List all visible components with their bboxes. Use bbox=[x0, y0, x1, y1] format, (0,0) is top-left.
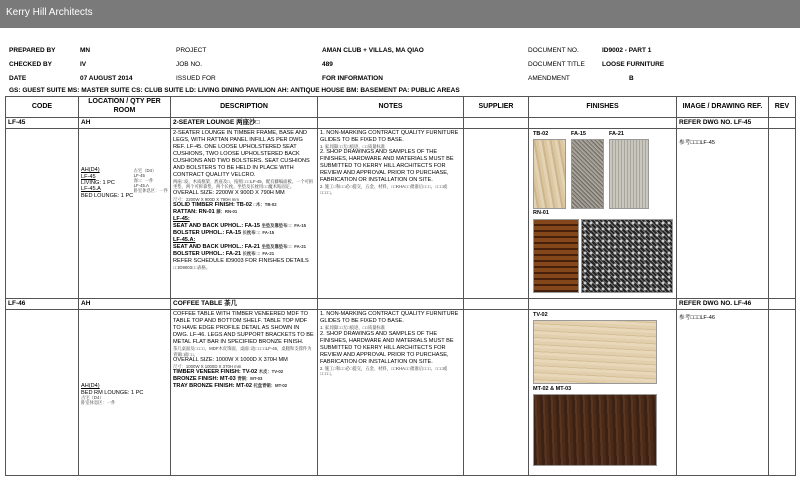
location-cn: 客□：一件 bbox=[133, 178, 154, 183]
finish-label: FA-21 bbox=[609, 131, 624, 138]
drawing-ref-cn: 参考□□□LF-45 bbox=[679, 140, 715, 147]
finish-swatch-tb-02 bbox=[533, 139, 566, 209]
description-text: COFFEE TABLE WITH TIMBER VENEERED MDF TO TABLE TOP AND BOTTOM SHELF. TABLE TOP MDF TO HAVE EDGE PROFILE DETAIL AS SHOWN IN DWG. LF-46. LEGS AND SUPPORT BRACKETS TO BE METAL FLAT BAR IN SPECIFIED BRONZE FINISH. bbox=[173, 311, 314, 346]
finishes-cell bbox=[529, 118, 677, 129]
location-cn: 古宅（D4） bbox=[81, 395, 104, 401]
drawing-ref: REFER DWG NO. LF-45 bbox=[677, 118, 769, 129]
supplier-cell bbox=[464, 118, 529, 129]
finishes-cell bbox=[529, 310, 677, 476]
prepared-by-label: PREPARED BY bbox=[9, 47, 56, 54]
location-line: LIVING: 1 PC bbox=[81, 179, 115, 186]
location-cn: LF-45.A bbox=[133, 182, 149, 188]
description-cn: 两座□发，木质框架、底座及□，按照□□□LF-45，配有藤编面板。一个可拆坐垫、两个可拆靠垫、两个长枕。坐垫及长枕用□□魔术贴固定。 bbox=[173, 179, 314, 190]
overall-size: OVERALL SIZE: 2200W X 900D X 790H MM bbox=[173, 189, 285, 196]
prepared-by-value: MN bbox=[80, 47, 91, 54]
location-cell bbox=[79, 129, 171, 299]
table-row bbox=[6, 310, 796, 476]
description-head: COFFEE TABLE 茶几 bbox=[171, 299, 318, 310]
note-2: 2. SHOP DRAWINGS AND SAMPLES OF THE FINISHES, HARDWARE AND MATERIALS MUST BE SUBMITTED TO KERRY HILL ARCHITECTS FOR REVIEW AND APPROVAL PRIOR TO PURCHASE, FABRICATION OR INSTALLATION ON SITE. bbox=[320, 149, 454, 184]
document-title-label: DOCUMENT TITLE bbox=[528, 61, 585, 68]
table-row bbox=[6, 118, 796, 129]
spec-line: BOLSTER UPHOL.: FA-21 bbox=[173, 250, 242, 257]
description-cell bbox=[171, 129, 318, 299]
title-bar bbox=[0, 0, 800, 28]
spec-cn: 坐垫及靠垫布□：FA-15 bbox=[261, 223, 306, 229]
spec-cn: 青铜：MT-03 bbox=[237, 376, 263, 382]
overall-size-cn: 尺寸：1000W X 1000D X 370H mm bbox=[173, 363, 242, 369]
supplier-cell bbox=[464, 310, 529, 476]
spec-line: SEAT AND BACK UPHOL.: FA-21 bbox=[173, 243, 261, 250]
spec-line: SEAT AND BACK UPHOL.: FA-15 bbox=[173, 223, 261, 230]
rev-cell bbox=[769, 299, 796, 310]
job-no-value: 489 bbox=[322, 61, 333, 68]
col-header-location: LOCATION / QTY PER ROOM bbox=[79, 97, 171, 118]
checked-by-label: CHECKED BY bbox=[9, 61, 52, 68]
spec-cn: 长枕布□：FA-21 bbox=[242, 250, 275, 256]
finish-swatch-fa-15 bbox=[571, 139, 604, 209]
finish-label: TV-02 bbox=[533, 312, 548, 319]
note-1-cn: 1. 家具脚□□无□痕迹，□□质量标准 bbox=[320, 144, 386, 150]
location-cell bbox=[79, 310, 171, 476]
location-line: LF-45 bbox=[81, 173, 96, 180]
description-cell bbox=[171, 310, 318, 476]
spec-cn: 藤：RN-01 bbox=[216, 209, 238, 215]
finish-label: TB-02 bbox=[533, 131, 549, 138]
note-2: 2. SHOP DRAWINGS AND SAMPLES OF THE FINISHES, HARDWARE AND MATERIALS MUST BE SUBMITTED TO KERRY HILL ARCHITECTS FOR REVIEW AND APPROVAL PRIOR TO PURCHASE, FABRICATION OR INSTALLATION ON SITE. bbox=[320, 330, 454, 365]
spec-cn: 长枕布□：FA-15 bbox=[242, 230, 275, 236]
finish-swatch-mt-02-mt-03 bbox=[533, 394, 657, 466]
spec-line: LF-45: bbox=[173, 216, 190, 223]
notes-cell bbox=[318, 310, 464, 476]
note-1-cn: 1. 家具脚□□无□痕迹，□□质量标准 bbox=[320, 325, 386, 331]
col-header-supplier: SUPPLIER bbox=[464, 97, 529, 118]
table-row bbox=[6, 129, 796, 299]
date-value: 07 AUGUST 2014 bbox=[80, 75, 133, 82]
drawing-ref-cn: 参考□□□LF-46 bbox=[679, 315, 715, 322]
rev-cell bbox=[769, 310, 796, 476]
image-ref-cell bbox=[677, 129, 769, 299]
supplier-cell bbox=[464, 299, 529, 310]
finishes-cell bbox=[529, 129, 677, 299]
finish-swatch-rn-01 bbox=[533, 219, 579, 293]
spec-line: SOLID TIMBER FINISH: TB-02 bbox=[173, 202, 252, 209]
finish-label: MT-02 & MT-03 bbox=[533, 386, 572, 393]
abbreviation-legend: GS: GUEST SUITE MS: MASTER SUITE CS: CLUB SUITE LD: LIVING DINING PAVILION AH: ANTIQUE HOUSE BM: BASEMENT PA: PUBLIC AREAS bbox=[9, 87, 460, 94]
notes-cell bbox=[318, 118, 464, 129]
document-title-value: LOOSE FURNITURE bbox=[602, 61, 665, 68]
col-header-code: CODE bbox=[6, 97, 79, 118]
location-cn: 卧室休息区：一件 bbox=[133, 187, 168, 193]
spec-line: TRAY BRONZE FINISH: MT-02 bbox=[173, 383, 252, 390]
drawing-ref: REFER DWG NO. LF-46 bbox=[677, 299, 769, 310]
location-line: BED RM LOUNGE: 1 PC bbox=[81, 389, 144, 396]
document-no-value: ID9002 - PART 1 bbox=[602, 47, 652, 54]
table-header-row bbox=[6, 97, 796, 118]
window-title: Kerry Hill Architects bbox=[6, 7, 93, 18]
description-cn: 茶几桌面及□□□□，MDF木皮饰面，桌面□边□□□□LF-46，桌腿和支撑件为青铜□面□□。 bbox=[173, 346, 312, 357]
refer-schedule-cn: □□ID9003□□表格。 bbox=[173, 264, 211, 270]
location-line: AH(D4) bbox=[81, 383, 100, 390]
issued-for-label: ISSUED FOR bbox=[176, 75, 216, 82]
finish-swatch-fa-21 bbox=[609, 139, 649, 209]
note-1: 1. NON-MARKING CONTRACT QUALITY FURNITURE GLIDES TO BE FIXED TO BASE. bbox=[320, 130, 459, 144]
note-2-cn: 2. 施工□和□□必□提交，五金、材料，□□KHA□□批准后□□□，□□□或□□□□。 bbox=[320, 365, 448, 376]
spec-cn: 托盘青铜：MT-02 bbox=[253, 383, 288, 389]
col-header-notes: NOTES bbox=[318, 97, 464, 118]
finish-label: RN-01 bbox=[533, 210, 549, 217]
col-header-description: DESCRIPTION bbox=[171, 97, 318, 118]
job-no-label: JOB NO. bbox=[176, 61, 203, 68]
spec-cn: □木：TB-02 bbox=[253, 202, 277, 208]
col-header-rev: REV bbox=[769, 97, 796, 118]
spec-line: LF-45.A: bbox=[173, 237, 196, 243]
item-code: LF-46 bbox=[6, 299, 79, 310]
spec-cn: 坐垫及靠垫布□：FA-21 bbox=[261, 243, 306, 249]
notes-cell bbox=[318, 129, 464, 299]
project-value: AMAN CLUB + VILLAS, MA QIAO bbox=[322, 47, 424, 54]
amendment-value: B bbox=[629, 75, 634, 82]
table-row bbox=[6, 299, 796, 310]
finish-swatch-lace bbox=[581, 219, 673, 293]
refer-schedule: REFER SCHEDULE ID9003 FOR FINISHES DETAILS bbox=[173, 257, 309, 264]
code-cell bbox=[6, 129, 79, 299]
finish-swatch-tv-02 bbox=[533, 320, 657, 384]
code-cell bbox=[6, 310, 79, 476]
spec-line: RATTAN: RN-01 bbox=[173, 209, 215, 216]
location-head: AH bbox=[79, 299, 171, 310]
finishes-cell bbox=[529, 299, 677, 310]
description-text: 2-SEATER LOUNGE IN TIMBER FRAME, BASE AND LEGS, WITH RATTAN PANEL INFILL AS PER DWG REF. LF-45. ONE LOOSE UPHOLSTERED SEAT CUSHIONS, TWO LOOSE UPHOLSTERED BACK CUSHIONS AND TWO BOLSTERS. SEAT CUSHIONS AND BOLSTERS TO BE HELD IN PLACE WITH CONTRACT QUALITY VELCRO. bbox=[173, 130, 310, 179]
note-2-cn: 2. 施工□和□□必□提交，五金、材料，□□KHA□□批准后□□□，□□□或□□□□。 bbox=[320, 184, 448, 195]
col-header-finishes: FINISHES bbox=[529, 97, 677, 118]
col-header-image-ref: IMAGE / DRAWING REF. bbox=[677, 97, 769, 118]
date-label: DATE bbox=[9, 75, 27, 82]
location-line: BED LOUNGE: 1 PC bbox=[81, 192, 134, 199]
furniture-schedule-table bbox=[5, 96, 796, 476]
image-ref-cell bbox=[677, 310, 769, 476]
location-cn: 卧室休息区：一件 bbox=[81, 400, 116, 406]
rev-cell bbox=[769, 129, 796, 299]
notes-cell bbox=[318, 299, 464, 310]
note-1: 1. NON-MARKING CONTRACT QUALITY FURNITURE GLIDES TO BE FIXED TO BASE. bbox=[320, 311, 459, 325]
spec-cn: 木皮：TV-02 bbox=[258, 369, 284, 375]
overall-size: OVERALL SIZE: 1000W X 1000D X 370H MM bbox=[173, 356, 288, 363]
description-head: 2-SEATER LOUNGE 两座沙□ bbox=[171, 118, 318, 129]
location-cn: LF-45 bbox=[133, 173, 145, 179]
location-cn: 古宅（D4） bbox=[133, 168, 157, 174]
document-no-label: DOCUMENT NO. bbox=[528, 47, 579, 54]
item-code: LF-45 bbox=[6, 118, 79, 129]
spec-line: BOLSTER UPHOL.: FA-15 bbox=[173, 230, 242, 237]
location-line: AH(D4) bbox=[81, 167, 100, 174]
finish-label: FA-15 bbox=[571, 131, 586, 138]
checked-by-value: IV bbox=[80, 61, 87, 68]
spec-line: TIMBER VENEER FINISH: TV-02 bbox=[173, 369, 258, 376]
location-head: AH bbox=[79, 118, 171, 129]
overall-size-cn: 尺寸：2200W X 900D X 790H mm bbox=[173, 196, 239, 202]
rev-cell bbox=[769, 118, 796, 129]
issued-for-value: FOR INFORMATION bbox=[322, 75, 383, 82]
supplier-cell bbox=[464, 129, 529, 299]
location-line: LF-45.A bbox=[81, 186, 101, 193]
project-label: PROJECT bbox=[176, 47, 207, 54]
spec-line: BRONZE FINISH: MT-03 bbox=[173, 376, 236, 383]
amendment-label: AMENDMENT bbox=[528, 75, 570, 82]
